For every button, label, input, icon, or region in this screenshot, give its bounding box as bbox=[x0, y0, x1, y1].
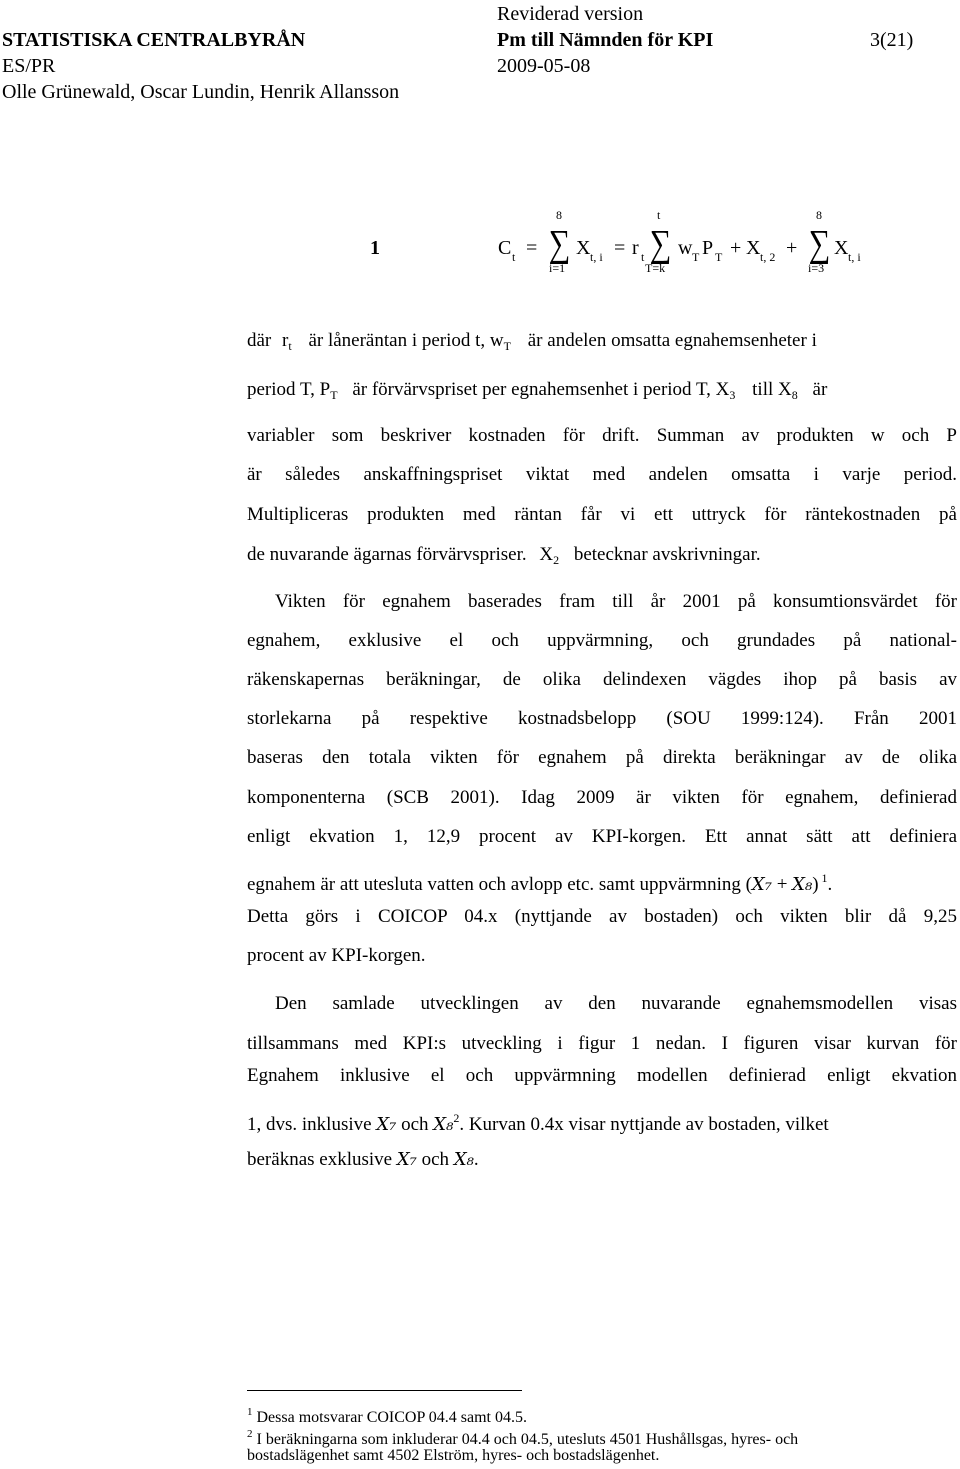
p2-period: . bbox=[827, 874, 833, 895]
footnote-1-number: 1 bbox=[247, 1406, 253, 1418]
p3-line5 bbox=[247, 1148, 957, 1172]
p3-line3: Egnahem inklusive el och uppvärmning modellen definierad enligt ekvation bbox=[247, 1065, 957, 1086]
eq-sum1-lower: i=1 bbox=[549, 261, 566, 275]
footnote-separator bbox=[247, 1390, 522, 1391]
p1-r: r bbox=[282, 330, 289, 351]
eq-X3-sub: t, i bbox=[848, 250, 861, 264]
eq-sum3-sigma: ∑ bbox=[808, 223, 831, 265]
p2-line9: Detta görs i COICOP 04.x (nyttjande av bostaden) och vikten blir då 9,25 bbox=[247, 906, 957, 927]
p1-X8: X bbox=[778, 379, 792, 400]
p1-text4: de nuvarande ägarnas förvärvspriser. bbox=[247, 544, 527, 565]
eq-X2: X bbox=[746, 237, 761, 259]
eq-P-sub: T bbox=[715, 250, 723, 264]
p3-X8: X₈ bbox=[433, 1114, 454, 1135]
p1-line4: är således anskaffningspriset viktat med andelen omsatta i varje period. bbox=[247, 464, 957, 485]
eq-X1-sub: t, i bbox=[590, 250, 603, 264]
p3-text2: . Kurvan 0.4x visar nyttjande av bostaden, vilket bbox=[459, 1114, 829, 1135]
eq-X3: X bbox=[834, 237, 849, 259]
p2-line6: komponenterna (SCB 2001). Idag 2009 är vikten för egnahem, definierad bbox=[247, 787, 957, 808]
p1-till: till bbox=[752, 379, 774, 400]
revision-label: Reviderad version bbox=[497, 3, 644, 25]
p3-text1: 1, dvs. inklusive bbox=[247, 1114, 372, 1135]
p2-X7: X₇ bbox=[751, 874, 772, 895]
p1-w-sub: T bbox=[503, 339, 511, 353]
eq-sum1-upper: 8 bbox=[556, 208, 562, 222]
eq-sum2-lower: T=k bbox=[645, 261, 666, 275]
footnote-1-text: Dessa motsvarar COICOP 04.4 samt 04.5. bbox=[256, 1409, 527, 1426]
eq-plus-1: + bbox=[730, 237, 742, 259]
p2-line4: storlekarna på respektive kostnadsbelopp (SOU 1999:124). Från 2001 bbox=[247, 708, 957, 729]
p3-och: och bbox=[401, 1114, 429, 1135]
p3-text3: beräknas exklusive bbox=[247, 1149, 393, 1170]
eq-w-sub: T bbox=[692, 250, 700, 264]
p1-r-sub: t bbox=[288, 339, 292, 353]
p3-X7: X₇ bbox=[376, 1114, 397, 1135]
eq-sum2-upper: t bbox=[657, 208, 661, 222]
footnote-2-number: 2 bbox=[247, 1428, 253, 1440]
p1-dar: där bbox=[247, 330, 272, 351]
p3-text4: . bbox=[473, 1149, 479, 1170]
eq-sum3-upper: 8 bbox=[816, 208, 822, 222]
org-name: STATISTISKA CENTRALBYRÅN bbox=[2, 29, 306, 51]
equation bbox=[490, 208, 890, 278]
eq-sum1-sigma: ∑ bbox=[548, 223, 571, 265]
p1-P: P bbox=[319, 379, 331, 400]
p1-line5: Multipliceras produkten med räntan får vi ett uttryck för räntekostnaden på bbox=[247, 504, 957, 525]
p1-w: w bbox=[489, 330, 504, 351]
eq-X2-sub: t, 2 bbox=[760, 250, 776, 264]
p1-line6 bbox=[247, 543, 957, 572]
eq-X1: X bbox=[576, 237, 591, 259]
eq-w: w bbox=[678, 237, 693, 259]
document-date: 2009-05-08 bbox=[497, 55, 591, 77]
p2-line5: baseras den totala vikten för egnahem på direkta beräkningar av de olika bbox=[247, 747, 957, 768]
p2-line3: räkenskapernas beräkningar, de olika delindexen vägdes ihop på basis av bbox=[247, 669, 957, 690]
footnote-2-text: I beräkningarna som inkluderar 04.4 och 04.5, utesluts 4501 Hushållsgas, hyres- och bbox=[256, 1431, 799, 1448]
p2-text-uppvarmning: egnahem är att utesluta vatten och avlopp etc. samt uppvärmning bbox=[247, 874, 741, 895]
p2-line2: egnahem, exklusive el och uppvärmning, och grundades på national- bbox=[247, 630, 957, 651]
p3-X8b: X₈ bbox=[453, 1149, 474, 1170]
p1-X2: X bbox=[539, 544, 554, 565]
authors: Olle Grünewald, Oscar Lundin, Henrik Allansson bbox=[2, 81, 400, 103]
p3-line4 bbox=[247, 1106, 957, 1137]
eq-P: P bbox=[702, 237, 714, 259]
eq-equals-2: = bbox=[614, 237, 626, 259]
p2-line10: procent av KPI-korgen. bbox=[247, 945, 426, 966]
page-number: 3(21) bbox=[870, 29, 914, 51]
p2-plus: + bbox=[776, 874, 788, 895]
p1-X3-sub: 3 bbox=[729, 388, 736, 402]
p3-line1: Den samlade utvecklingen av den nuvarande egnahemsmodellen visas bbox=[275, 993, 957, 1014]
footnote-2-cont: bostadslägenhet samt 4502 Elström, hyres- och bostadslägenhet. bbox=[247, 1447, 660, 1464]
p1-P-sub: T bbox=[330, 388, 338, 402]
eq-sum2-sigma: ∑ bbox=[649, 223, 672, 265]
p3-och2: och bbox=[421, 1149, 450, 1170]
p3-line2: tillsammans med KPI:s utveckling i figur 1 nedan. I figuren visar kurvan för bbox=[247, 1033, 957, 1054]
p2-paren-open: ( bbox=[745, 874, 752, 895]
p1-ar: är bbox=[812, 379, 828, 400]
p1-line3: variabler som beskriver kostnaden för drift. Summan av produkten w och P bbox=[247, 425, 957, 446]
p2-line1: Vikten för egnahem baserades fram till år 2001 på konsumtionsvärdet för bbox=[275, 591, 957, 612]
eq-r-sub: t bbox=[641, 250, 645, 264]
eq-r: r bbox=[632, 237, 639, 259]
p2-footnote-ref-1: 1 bbox=[821, 871, 828, 885]
eq-sum3-lower: i=3 bbox=[808, 261, 825, 275]
p1-line2 bbox=[247, 378, 957, 407]
p1-text1: är låneräntan i period t, bbox=[308, 330, 486, 351]
eq-plus-2: + bbox=[786, 237, 798, 259]
p1-text2: är andelen omsatta egnahemsenheter i bbox=[527, 330, 817, 351]
eq-C: C bbox=[498, 237, 512, 259]
p2-line8 bbox=[247, 866, 957, 897]
p1-period-T: period T, bbox=[247, 379, 315, 400]
p3-X7b: X₇ bbox=[396, 1149, 417, 1170]
department: ES/PR bbox=[2, 55, 56, 77]
p1-X2-sub: 2 bbox=[553, 553, 560, 567]
p2-X8: X₈ bbox=[792, 874, 813, 895]
equation-number: 1 bbox=[370, 237, 380, 259]
p1-X3: X bbox=[715, 379, 730, 400]
document-title: Pm till Nämnden för KPI bbox=[497, 29, 714, 51]
eq-C-sub: t bbox=[512, 250, 516, 264]
p1-text3: är förvärvspriset per egnahemsenhet i period T, bbox=[352, 379, 711, 400]
eq-equals-1: = bbox=[526, 237, 538, 259]
p2-line7: enligt ekvation 1, 12,9 procent av KPI-korgen. Ett annat sätt att definiera bbox=[247, 826, 957, 847]
p1-X8-sub: 8 bbox=[791, 388, 798, 402]
p2-paren-close: ) bbox=[812, 874, 819, 895]
p1-text5: betecknar avskrivningar. bbox=[573, 544, 761, 565]
p3-footnote-ref-2: 2 bbox=[453, 1111, 460, 1125]
p1-line1 bbox=[247, 329, 957, 358]
